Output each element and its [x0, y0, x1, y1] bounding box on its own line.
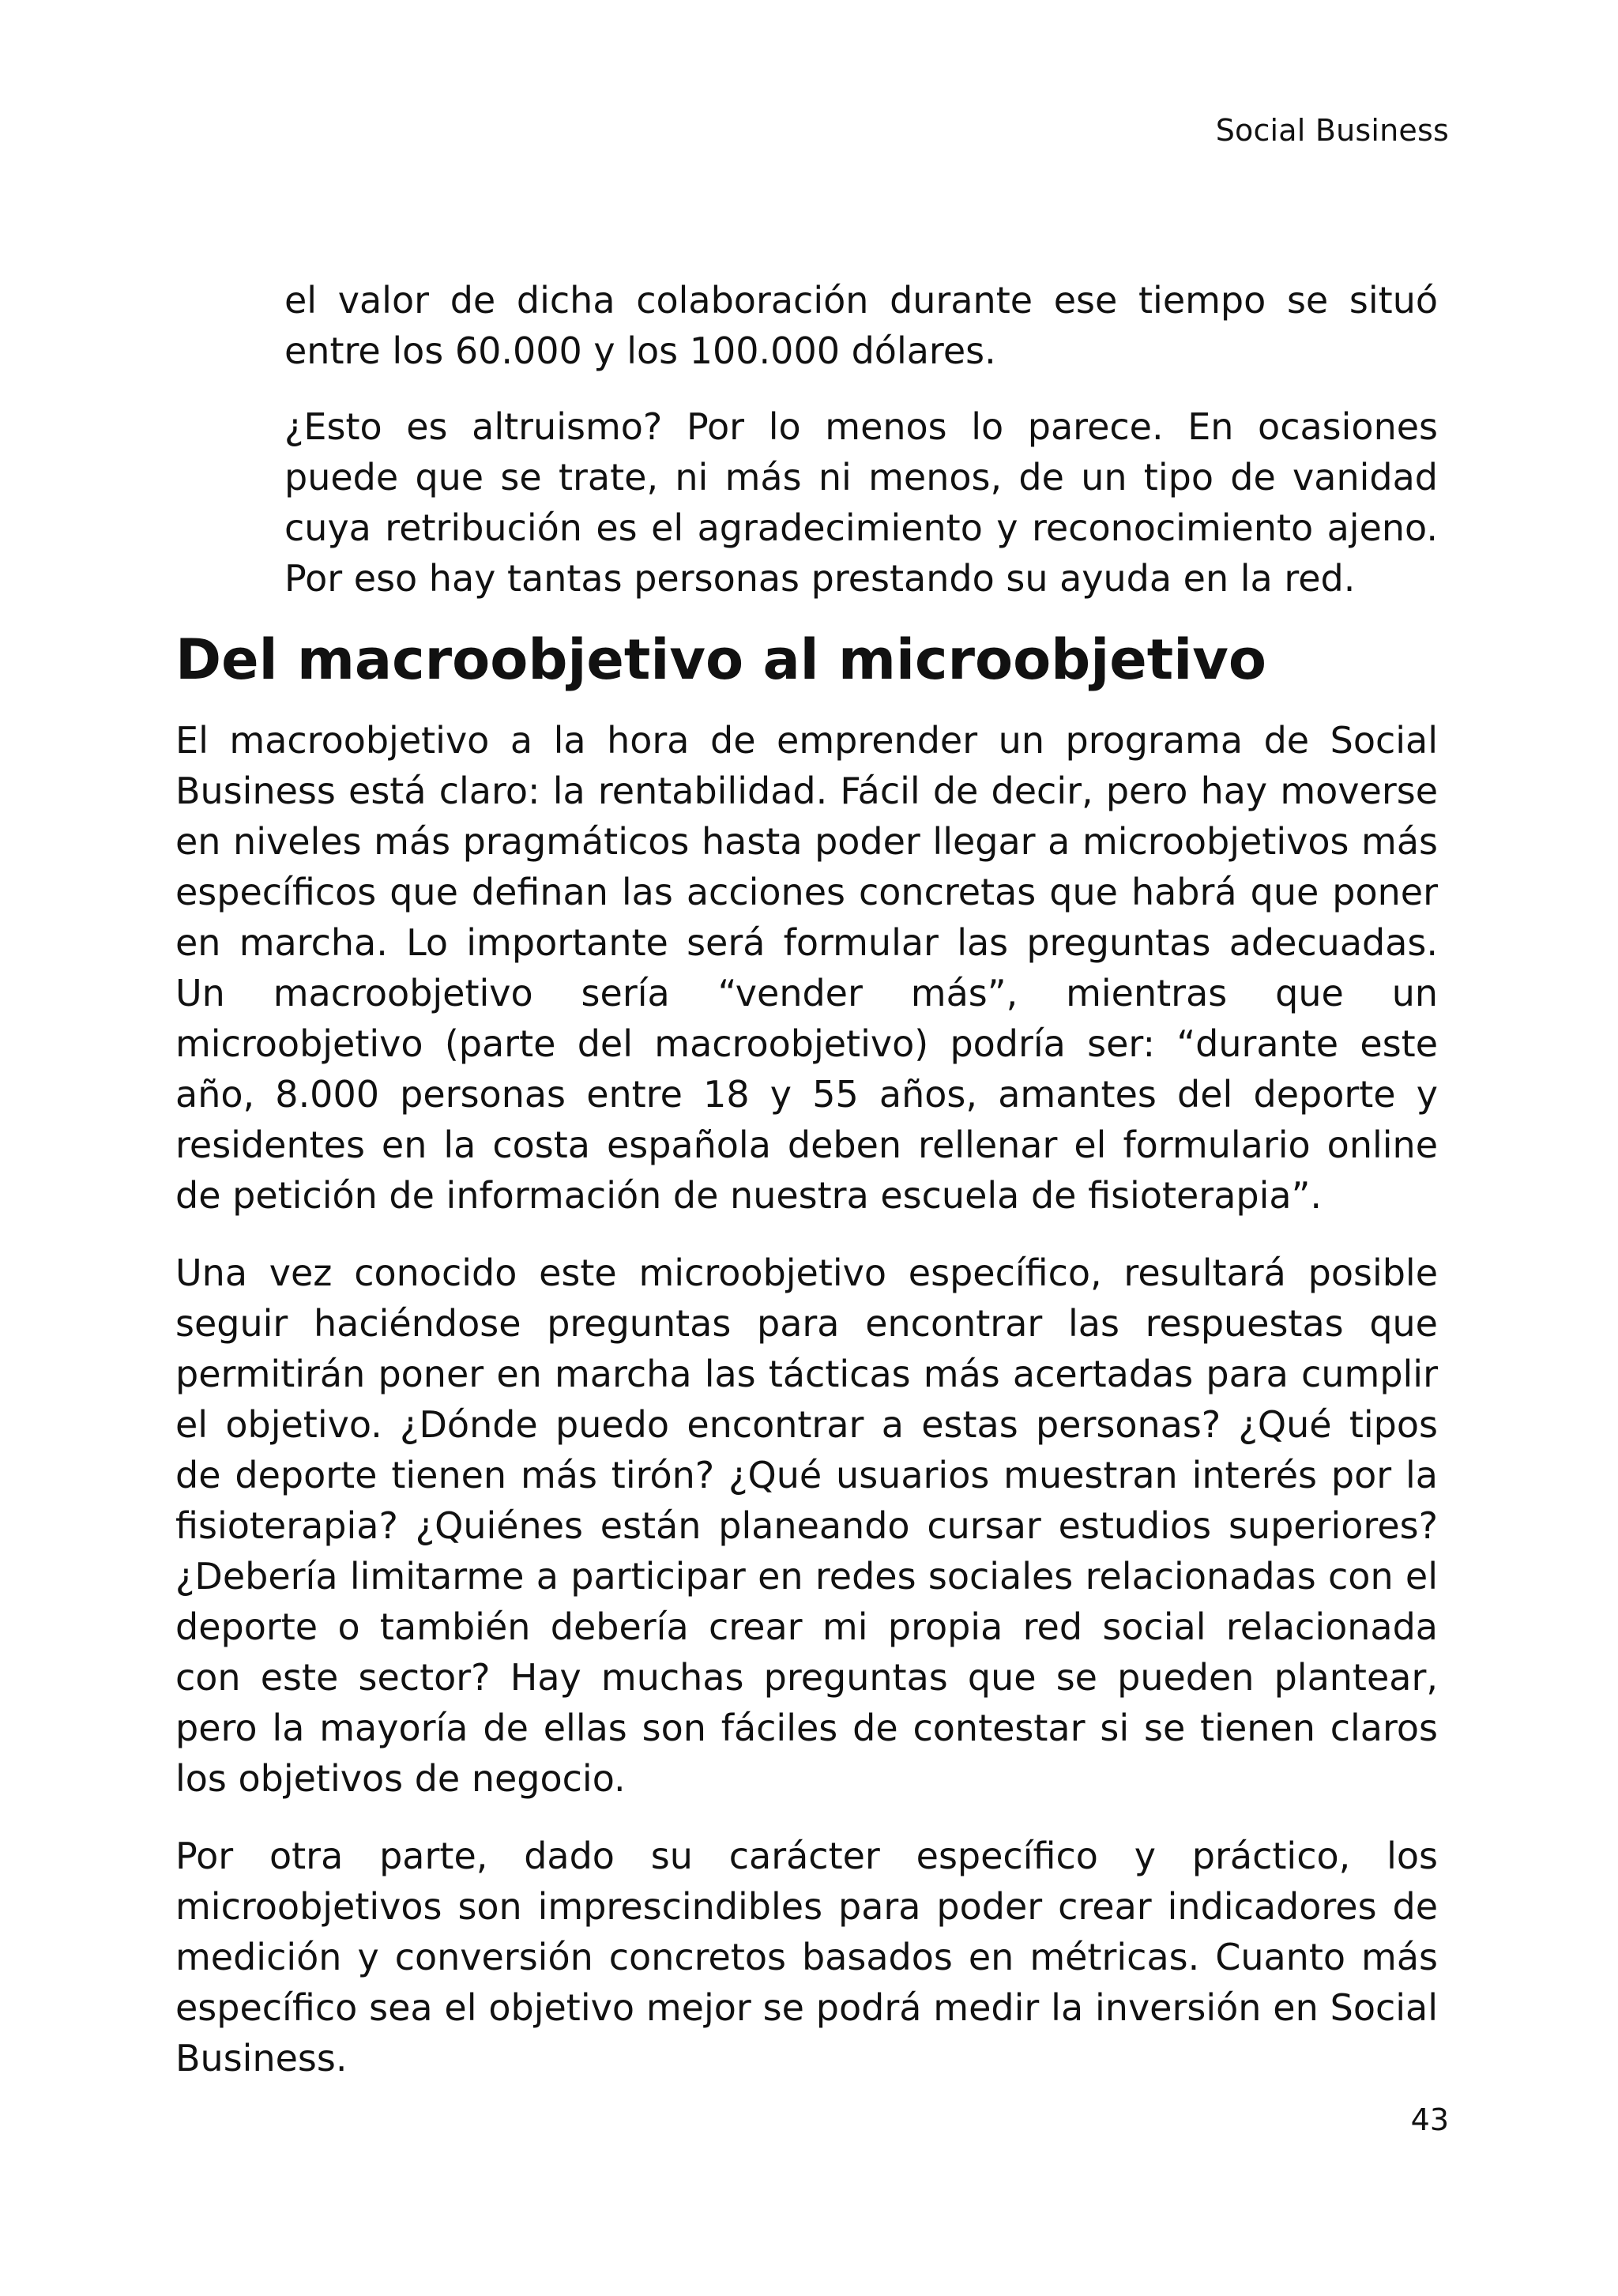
paragraph: Por otra parte, dado su carácter específico y práctico, los microobjetivos son imprescindibles para poder crear indicadores de medición y conversión concretos basados en métricas. Cuanto más específico sea el objetivo mejor se podrá medir la inversión en Social Business.: [175, 1835, 1438, 2080]
page-number: 43: [1410, 2102, 1449, 2137]
paragraph: Una vez conocido este microobjetivo específico, resultará posible seguir haciéndose preguntas para encontrar las respuestas que permitirán poner en marcha las tácticas más acertadas para cumplir el objetivo. ¿Dónde puedo encontrar a estas personas? ¿Qué tipos de deporte tienen más tirón? ¿Qué usuarios muestran interés por la fisioterapia? ¿Quiénes están planeando cursar estudios superiores? ¿Debería limitarme a participar en redes sociales relacionadas con el deporte o también debería crear mi propia red social relacionada con este sector? Hay muchas preguntas que se pueden plantear, pero la mayoría de ellas son fáciles de contestar si se tienen claros los objetivos de negocio.: [175, 1252, 1438, 1800]
running-header: Social Business: [1215, 113, 1449, 148]
section-heading: Del macroobjetivo al microobjetivo: [175, 627, 1266, 692]
intro-text: [284, 275, 1438, 604]
paragraph: ¿Esto es altruismo? Por lo menos lo parece. En ocasiones puede que se trate, ni más ni menos, de un tipo de vanidad cuya retribución es el agradecimiento y reconocimiento ajeno. Por eso hay tantas personas prestando su ayuda en la red.: [284, 405, 1438, 600]
paragraph: El macroobjetivo a la hora de emprender un programa de Social Business está claro: la rentabilidad. Fácil de decir, pero hay moverse en niveles más pragmáticos hasta poder llegar a microobjetivos más específicos que definan las acciones concretas que habrá que poner en marcha. Lo importante será formular las preguntas adecuadas. Un macroobjetivo sería “vender más”, mientras que un microobjetivo (parte del macroobjetivo) podría ser: “durante este año, 8.000 personas entre 18 y 55 años, amantes del deporte y residentes en la costa española deben rellenar el formulario online de petición de información de nuestra escuela de fisioterapia”.: [175, 719, 1438, 1217]
paragraph: el valor de dicha colaboración durante ese tiempo se situó entre los 60.000 y los 100.000 dólares.: [284, 279, 1438, 372]
section-body: [175, 715, 1438, 2083]
